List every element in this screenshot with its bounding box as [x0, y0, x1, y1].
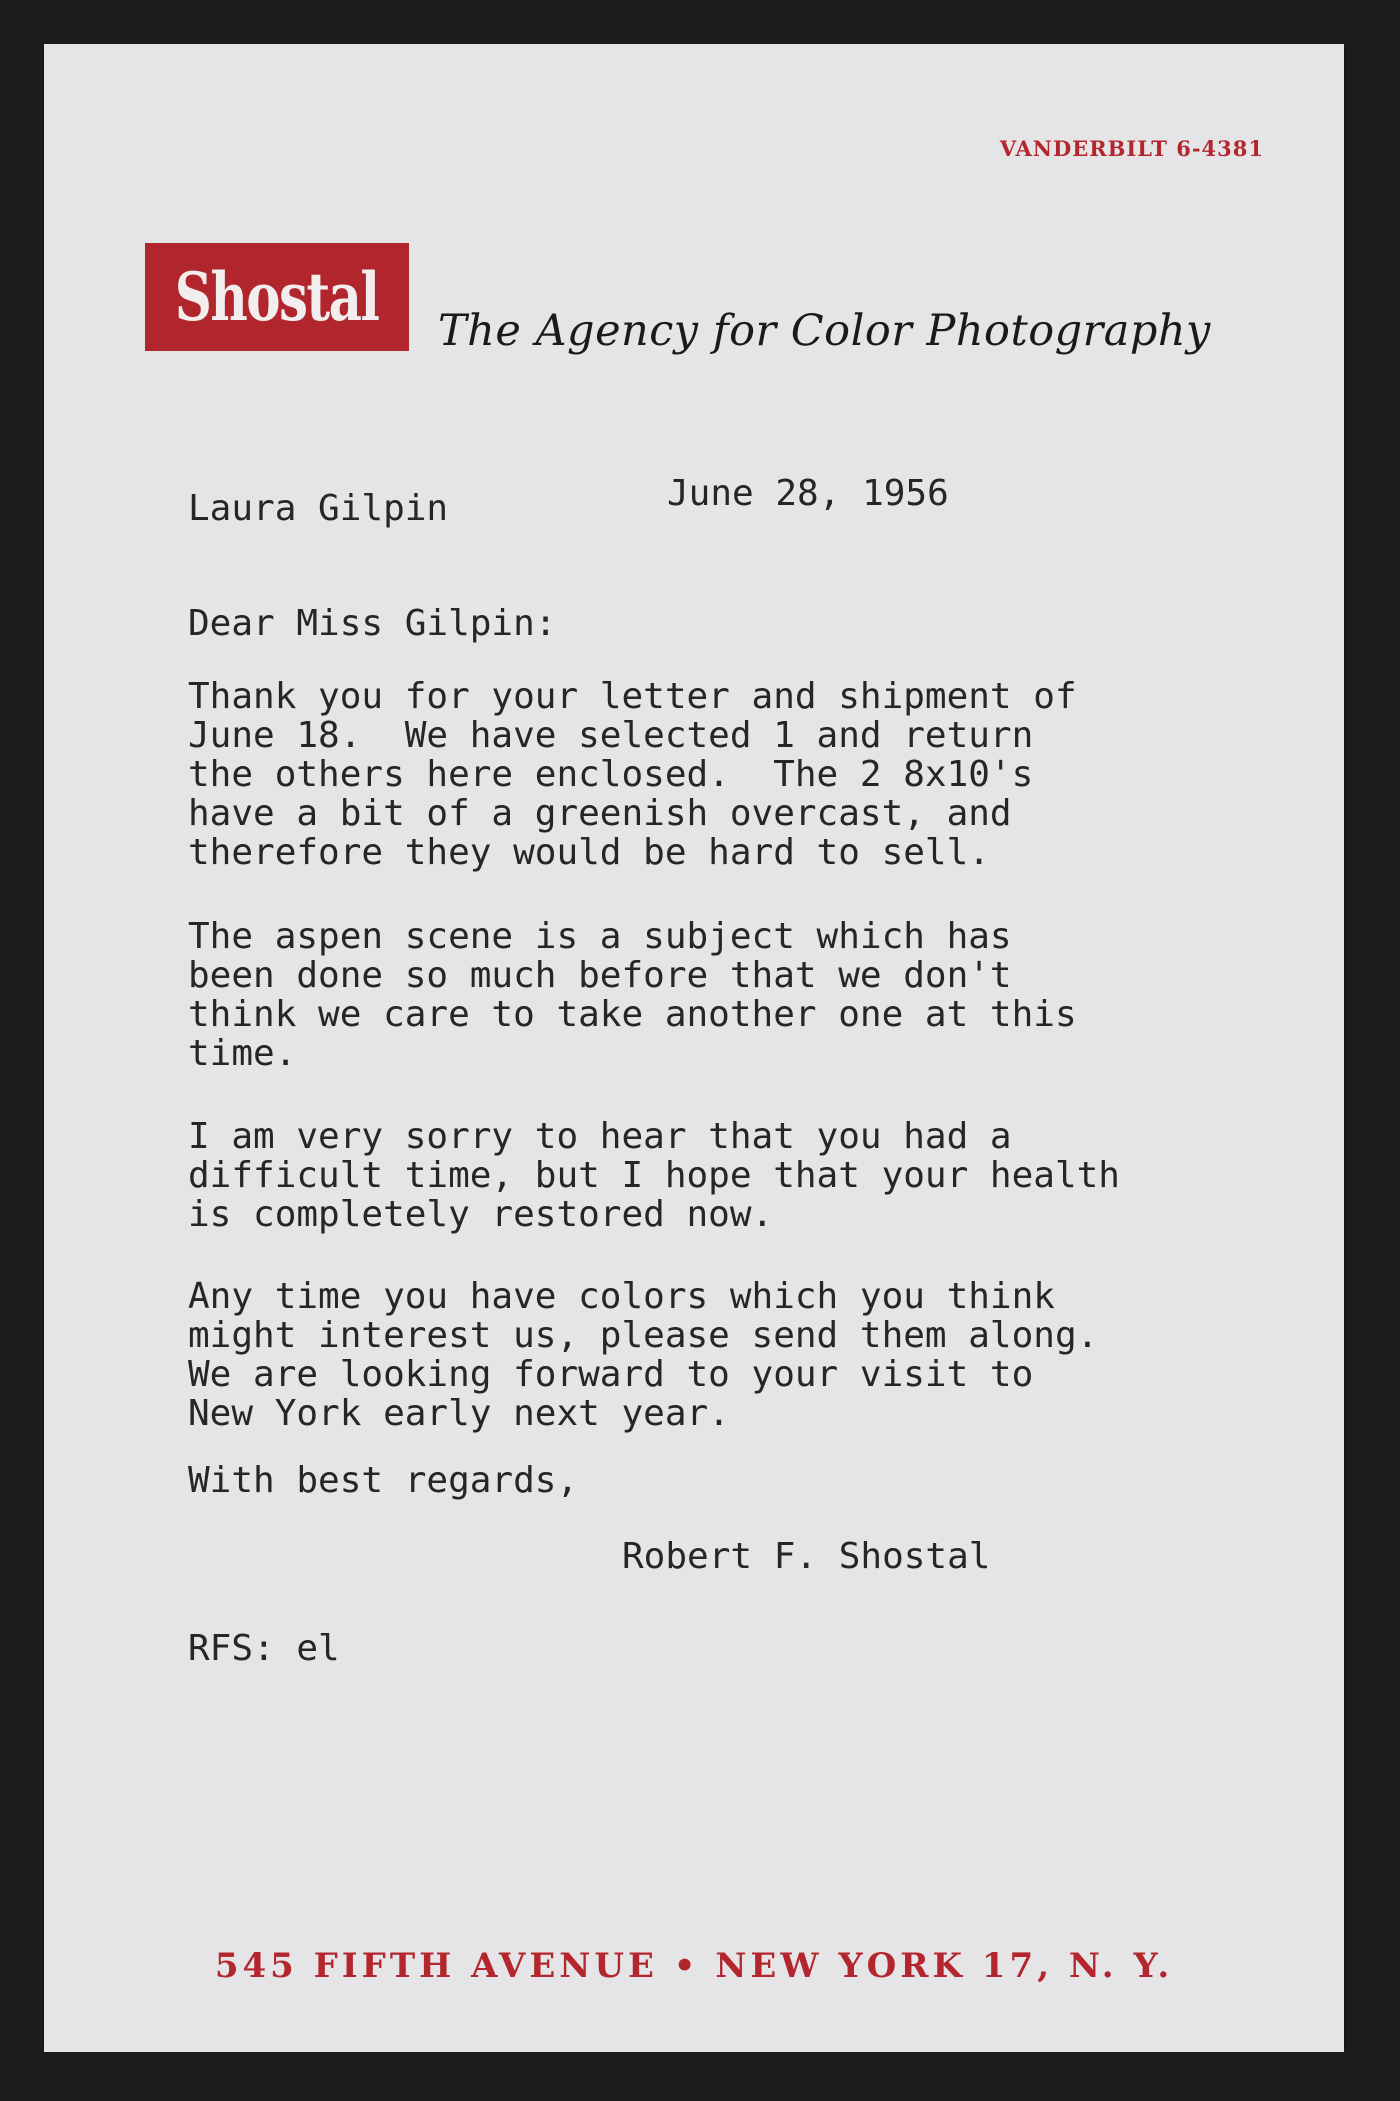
- paragraph-shipment: Thank you for your letter and shipment of June 18. We have selected 1 and return the others here enclosed. The 2 8x10's have a bit of a greenish overcast, and therefore they would be hard to sell.: [188, 676, 1077, 873]
- salutation: Dear Miss Gilpin:: [188, 603, 557, 644]
- tagline: The Agency for Color Photography: [438, 306, 1211, 356]
- letter-page: [44, 44, 1344, 2052]
- phone-number: VANDERBILT 6-4381: [999, 136, 1264, 161]
- reference-initials: RFS: el: [188, 1628, 340, 1669]
- paragraph-visit: Any time you have colors which you think might interest us, please send them along. We are looking forward to your visit to New York early next year.: [188, 1276, 1099, 1434]
- letterhead-address: 545 FIFTH AVENUE • NEW YORK 17, N. Y.: [214, 1946, 1174, 1986]
- closing: With best regards,: [188, 1460, 579, 1501]
- shostal-logo: [145, 243, 409, 351]
- recipient-name: Laura Gilpin: [188, 488, 449, 529]
- signer-name: Robert F. Shostal: [622, 1536, 991, 1577]
- paragraph-aspen-scene: The aspen scene is a subject which has been done so much before that we don't think we care to take another one at this time.: [188, 916, 1077, 1074]
- letter-date: June 28, 1956: [667, 473, 949, 514]
- paragraph-health: I am very sorry to hear that you had a difficult time, but I hope that your health is completely restored now.: [188, 1116, 1120, 1235]
- logo-text: Shostal: [175, 258, 379, 336]
